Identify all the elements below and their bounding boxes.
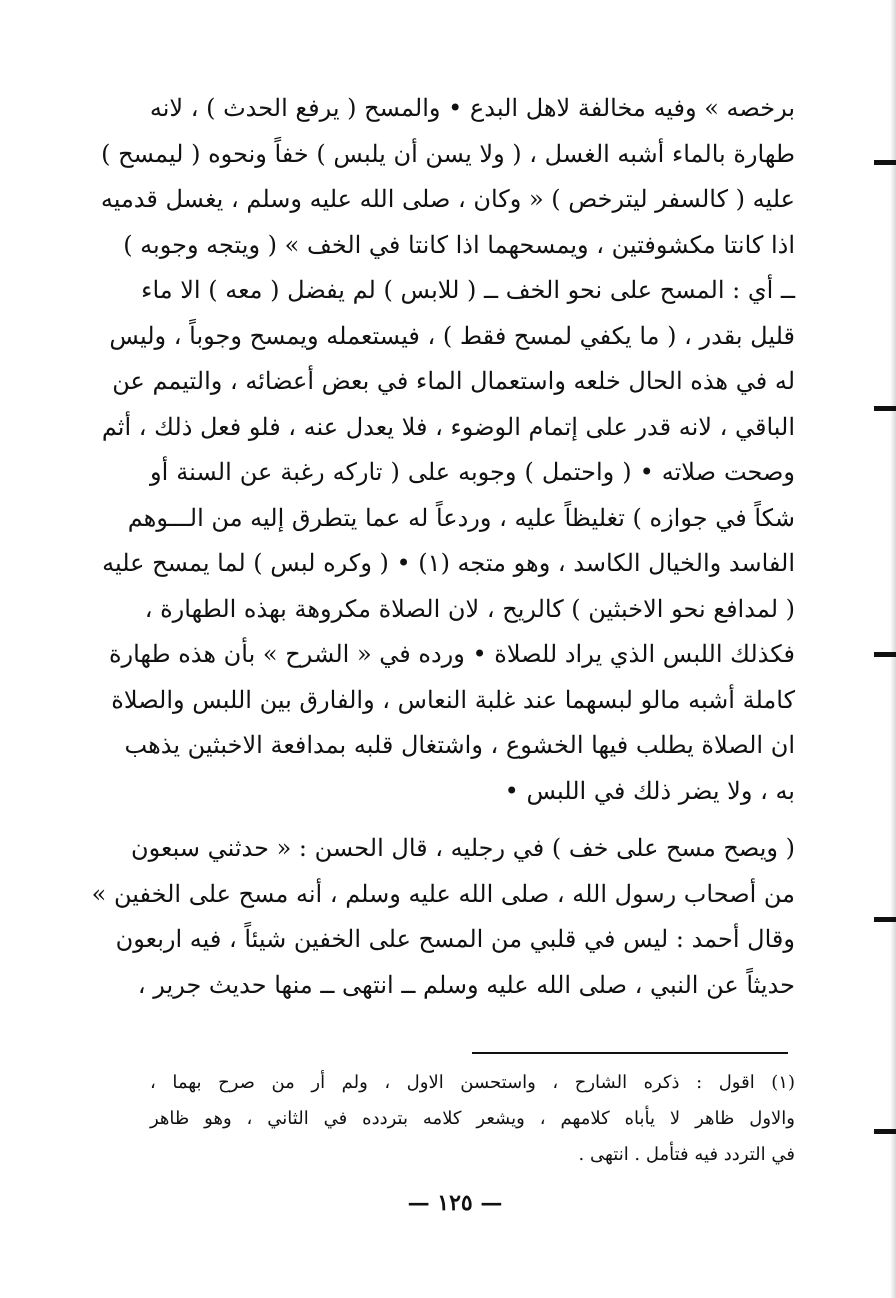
page-number: — ١٢٥ — [407, 1190, 503, 1216]
footnote-line: (١) اقول : ذكره الشارح ، واستحسن الاول ، ولم أر من صرح بهما ، [150, 1072, 795, 1093]
text-line: طهارة بالماء أشبه الغسل ، ( ولا يسن أن يلبس ) خفاً ونحوه ( ليمسح ) [101, 139, 795, 168]
footnote-divider [472, 1052, 788, 1054]
footnote-line: والاول ظاهر لا يأباه كلامهم ، ويشعر كلامه بتردده في الثاني ، وهو ظاهر [150, 1108, 795, 1129]
text-line: قليل بقدر ، ( ما يكفي لمسح فقط ) ، فيستعمله ويمسح وجوباً ، وليس [109, 321, 795, 350]
text-line: برخصه » وفيه مخالفة لاهل البدع • والمسح ( يرفع الحدث ) ، لانه [149, 94, 795, 122]
main-text-body [91, 86, 795, 1008]
text-line: ــ أي : المسح على نحو الخف ــ ( للابس ) لم يفضل ( معه ) الا ماء [141, 276, 795, 304]
edge-mark [874, 160, 896, 165]
edge-mark [874, 406, 896, 411]
paragraph-2 [91, 826, 795, 1008]
paragraph-gap [150, 814, 795, 826]
text-line: شكاً في جوازه ) تغليظاً عليه ، وردعاً له عما يتطرق إليه من الـــوهم [127, 503, 795, 532]
text-line: عليه ( كالسفر ليترخص ) « وكان ، صلى الله عليه وسلم ، يغسل قدميه [100, 185, 795, 213]
text-line: من أصحاب رسول الله ، صلى الله عليه وسلم ، أنه مسح على الخفين » [91, 879, 795, 908]
page-edge-shadow [890, 0, 896, 1298]
text-line: له في هذه الحال خلعه واستعمال الماء في بعض أعضائه ، والتيمم عن [112, 367, 795, 395]
text-line: كاملة أشبه مالو لبسهما عند غلبة النعاس ، والفارق بين اللبس والصلاة [111, 685, 795, 714]
text-line: الباقي ، لانه قدر على إتمام الوضوء ، فلا يعدل عنه ، فلو فعل ذلك ، أثم [101, 412, 795, 441]
edge-mark [874, 917, 896, 922]
text-line: وقال أحمد : ليس في قلبي من المسح على الخفين شيئاً ، فيه اربعون [115, 925, 795, 953]
footnote [150, 1065, 795, 1173]
edge-mark [874, 1129, 896, 1134]
text-line: فكذلك اللبس الذي يراد للصلاة • ورده في « الشرح » بأن هذه طهارة [108, 640, 795, 668]
text-line: به ، ولا يضر ذلك في اللبس • [504, 776, 795, 805]
text-line: ان الصلاة يطلب فيها الخشوع ، واشتغال قلبه بمدافعة الاخبثين يذهب [124, 731, 795, 759]
text-line: حديثاً عن النبي ، صلى الله عليه وسلم ــ انتهى ــ منها حديث جرير ، [137, 970, 795, 999]
text-line: ( ويصح مسح على خف ) في رجليه ، قال الحسن : « حدثني سبعون [131, 834, 795, 862]
paragraph-1 [100, 86, 795, 814]
footnote-line: في التردد فيه فتأمل . انتهى . [578, 1144, 795, 1165]
text-line: وصحت صلاته • ( واحتمل ) وجوبه على ( تاركه رغبة عن السنة أو [150, 458, 795, 486]
text-line: اذا كانتا مكشوفتين ، ويمسحهما اذا كانتا في الخف » ( ويتجه وجوبه ) [123, 230, 795, 259]
edge-mark [874, 652, 896, 657]
text-line: الفاسد والخيال الكاسد ، وهو متجه (١) • ( وكره لبس ) لما يمسح عليه [102, 549, 795, 577]
text-line: ( لمدافع نحو الاخبثين ) كالريح ، لان الصلاة مكروهة بهذه الطهارة ، [144, 594, 795, 623]
